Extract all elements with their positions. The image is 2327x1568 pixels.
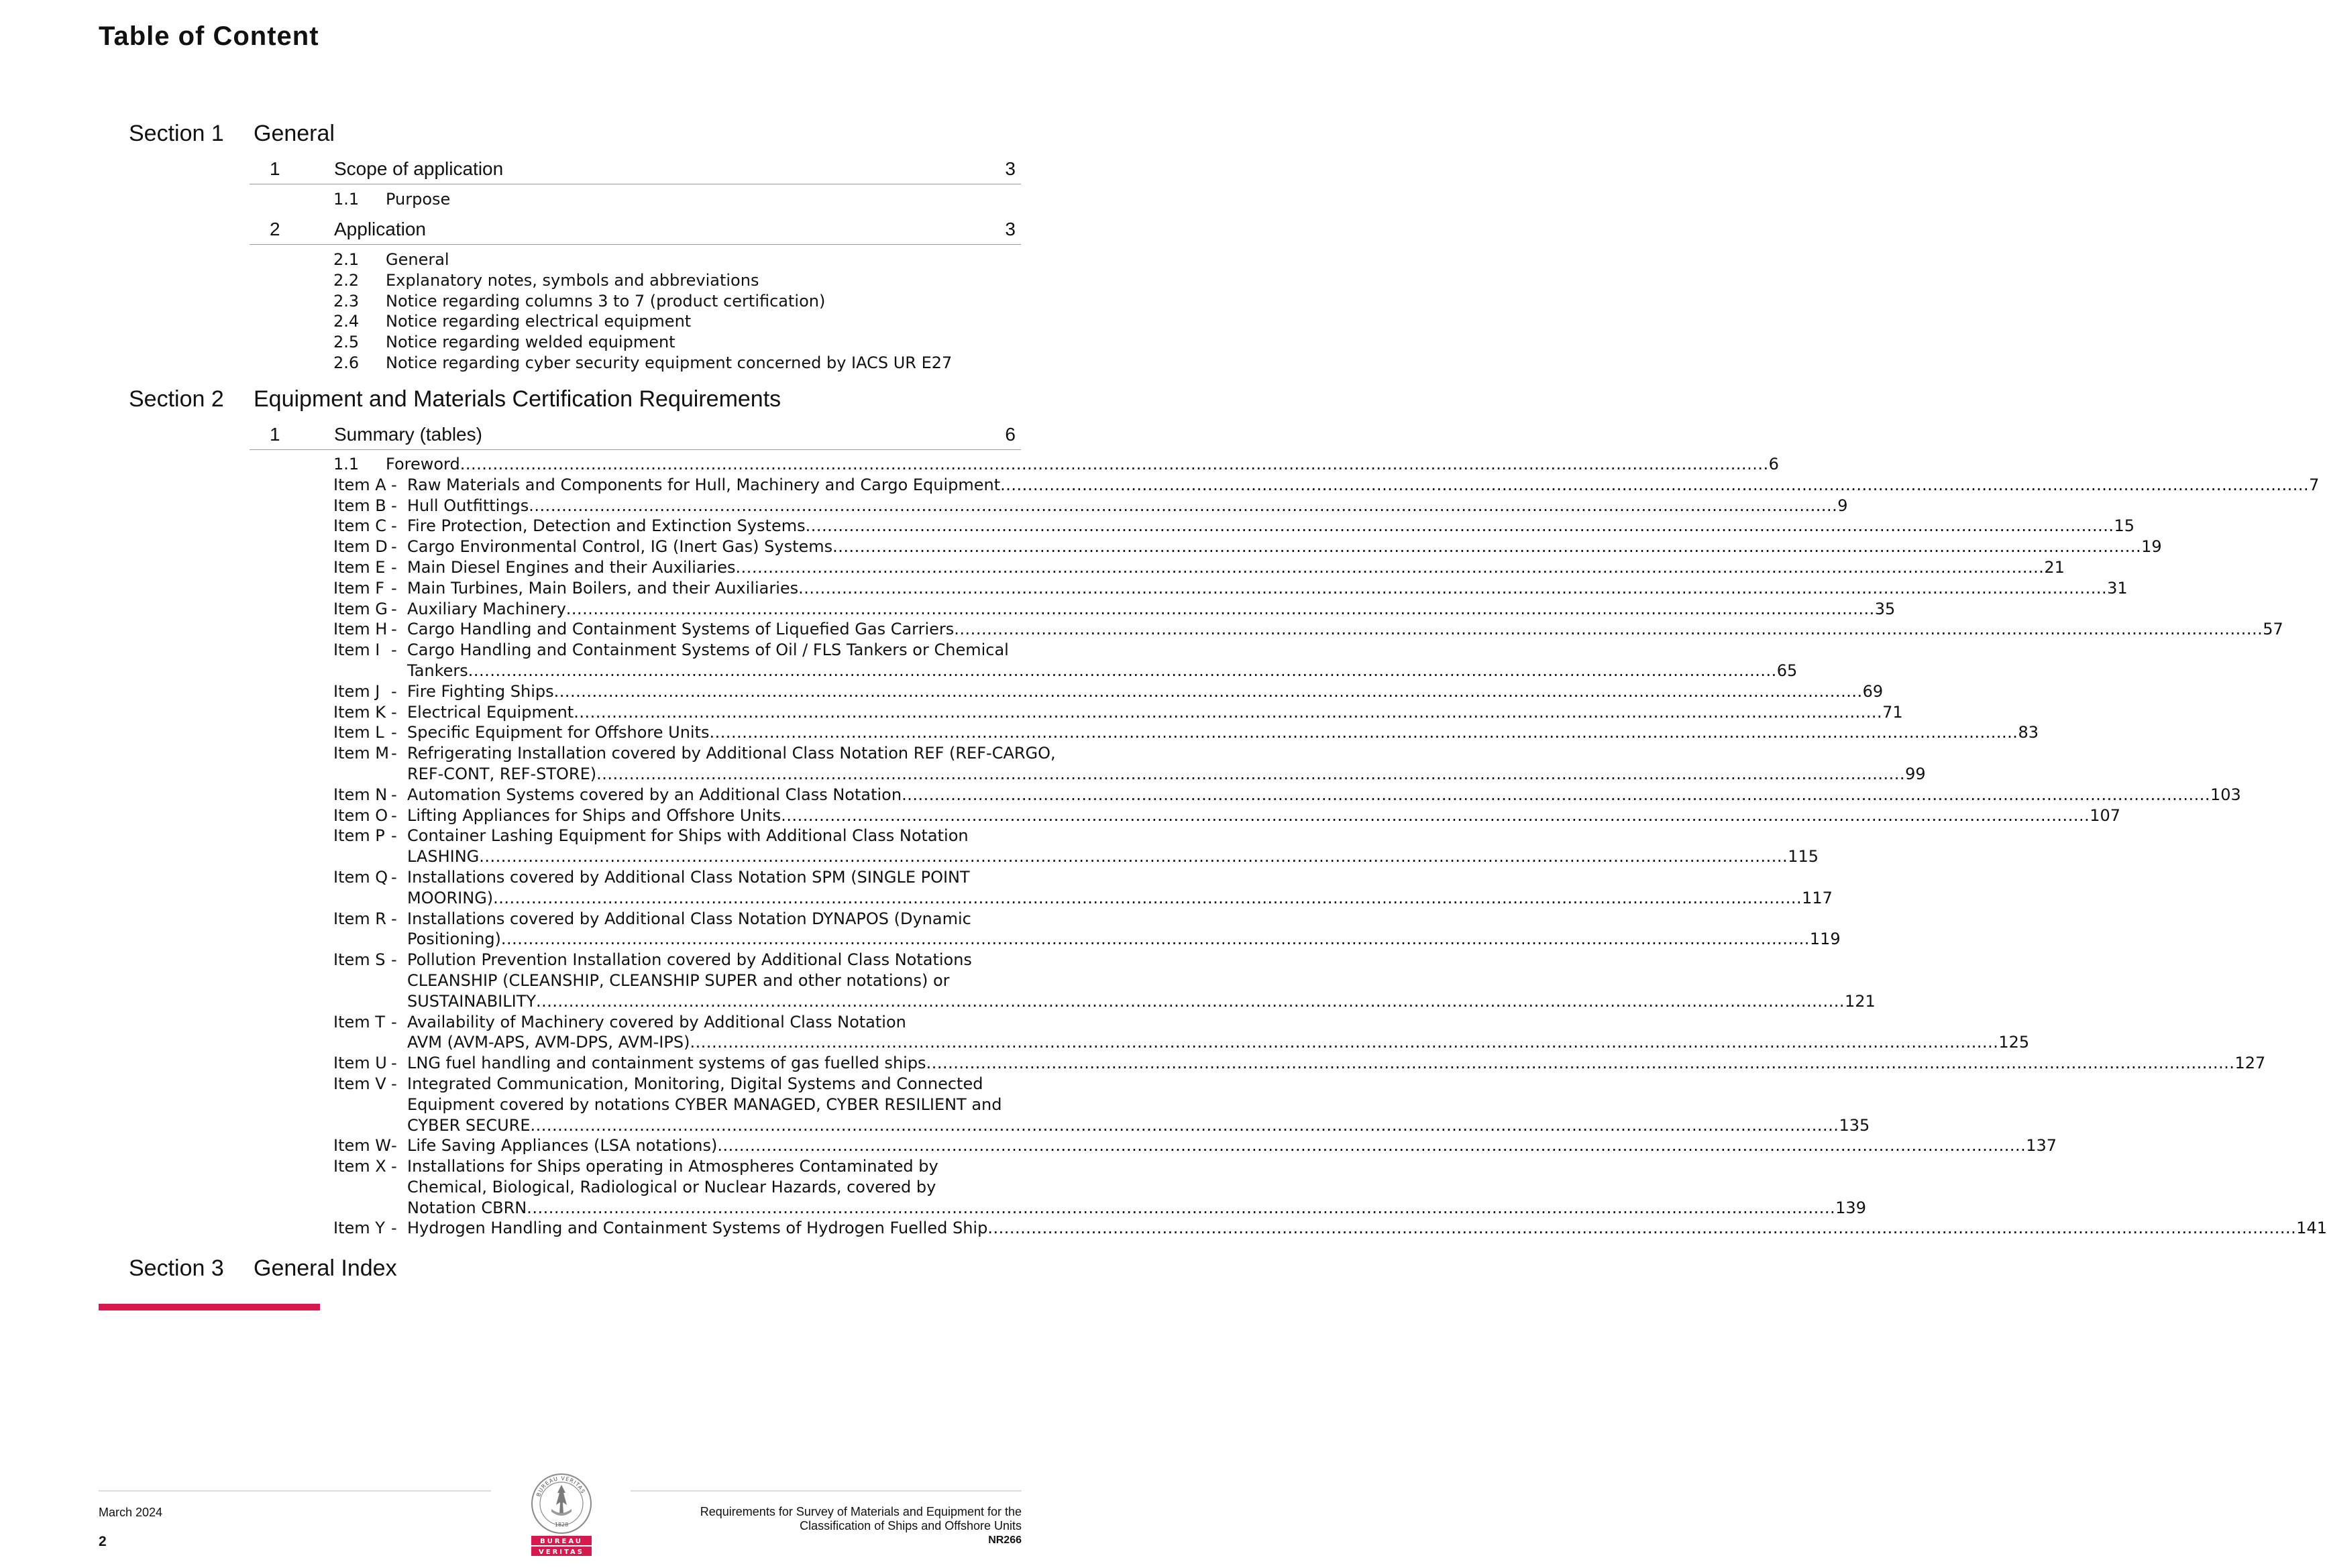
item-code: Item S (333, 950, 386, 970)
item-separator: - (391, 1219, 397, 1238)
item-label (333, 496, 407, 516)
toc-entry-foreword[interactable] (333, 454, 1779, 475)
toc-item-entry[interactable] (333, 805, 2121, 826)
entry-number: 2.1 (333, 250, 360, 269)
item-page: 119 (1809, 930, 1841, 949)
entry-title: Explanatory notes, symbols and abbreviations (386, 270, 759, 290)
item-label (333, 1218, 407, 1239)
item-label (333, 599, 407, 620)
page-title: Table of Content (99, 21, 319, 51)
item-label (333, 826, 407, 846)
item-label (333, 557, 407, 578)
toc-item-entry[interactable] (333, 909, 1841, 950)
dot-leader (987, 1218, 2296, 1239)
dot-leader (531, 1115, 1839, 1136)
dot-leader (735, 557, 2044, 578)
dot-leader (554, 681, 1863, 702)
item-code: Item C (333, 516, 387, 536)
item-label (333, 1012, 407, 1033)
item-page: 71 (1882, 702, 1903, 722)
toc-item-entry[interactable] (333, 619, 2283, 640)
item-separator: - (391, 496, 397, 515)
toc-item-entry[interactable] (333, 599, 1896, 620)
item-title-line: Cargo Environmental Control, IG (Inert Gas) Systems (407, 537, 833, 557)
dot-leader (468, 661, 1777, 681)
item-title-line: CYBER SECURE (407, 1115, 531, 1135)
item-page: 21 (2044, 557, 2065, 577)
subsection-summary-tables[interactable] (250, 421, 1021, 450)
item-title-line: Automation Systems covered by an Additional Class Notation (407, 785, 902, 804)
dot-leader (566, 599, 1875, 620)
bureau-veritas-logo (525, 1470, 598, 1557)
toc-item-entry[interactable] (333, 1218, 2327, 1239)
toc-item-entry[interactable] (333, 1074, 1870, 1135)
item-code: Item I (333, 640, 380, 660)
accent-rule (99, 1304, 320, 1310)
entry-number: 2.4 (333, 312, 360, 331)
item-title-line: Main Turbines, Main Boilers, and their Auxiliaries (407, 578, 799, 598)
item-title-line: AVM (AVM-APS, AVM-DPS, AVM-IPS) (407, 1033, 690, 1052)
item-page: 127 (2234, 1054, 2266, 1073)
entry-number: 2.2 (333, 270, 360, 290)
footer-date: March 2024 (99, 1506, 163, 1519)
entry-number: 2.3 (333, 291, 360, 311)
item-page: 9 (1837, 496, 1848, 515)
entry-title: Purpose (386, 190, 451, 209)
item-label (333, 805, 407, 826)
dot-leader (527, 1198, 1835, 1219)
toc-entry[interactable] (333, 332, 1021, 353)
item-label (333, 722, 407, 743)
item-separator: - (391, 785, 397, 804)
dot-leader (781, 805, 2090, 826)
footer-page-number: 2 (99, 1534, 107, 1549)
subsection-page: 3 (1005, 219, 1016, 239)
footer-doc-code: NR266 (988, 1534, 1022, 1546)
entry-title: General (386, 250, 449, 269)
item-page: 137 (2026, 1136, 2057, 1156)
toc-item-entry[interactable] (333, 867, 1833, 909)
toc-entry[interactable] (333, 249, 1021, 270)
item-title-line: Hydrogen Handling and Containment Systems of Hydrogen Fuelled Ship (407, 1219, 988, 1238)
item-label (333, 867, 407, 888)
item-code: Item F (333, 578, 385, 598)
item-page: 65 (1776, 661, 1798, 680)
dot-leader (574, 702, 1882, 723)
subsection-number: 2 (270, 219, 280, 239)
item-page: 35 (1874, 599, 1896, 618)
item-label (333, 702, 407, 723)
item-code: Item E (333, 557, 386, 577)
logo-year: 1828 (554, 1522, 569, 1528)
item-separator: - (391, 702, 397, 722)
item-page: 19 (2141, 537, 2162, 557)
item-separator: - (391, 516, 397, 536)
toc-entry[interactable] (333, 189, 1021, 210)
item-separator: - (391, 723, 397, 742)
item-label (333, 743, 407, 764)
item-title-line: Pollution Prevention Installation covered by Additional Class Notations (407, 950, 972, 970)
item-separator: - (391, 744, 397, 763)
item-title-line: Refrigerating Installation covered by Additional Class Notation REF (REF-CARGO, (407, 744, 1056, 763)
dot-leader (596, 764, 1905, 785)
item-page: 141 (2296, 1219, 2327, 1238)
item-separator: - (391, 909, 397, 928)
subsection-application[interactable] (250, 216, 1021, 245)
entry-title: Notice regarding columns 3 to 7 (product certification) (386, 291, 826, 311)
item-title-line: Installations covered by Additional Class Notation DYNAPOS (Dynamic (407, 909, 971, 928)
entry-number: 1.1 (333, 455, 360, 473)
toc-item-entry[interactable] (333, 557, 2065, 578)
item-separator: - (391, 599, 397, 618)
toc-item-entry[interactable] (333, 475, 2320, 496)
item-code: Item W (333, 1136, 391, 1156)
dot-leader (806, 516, 2114, 537)
toc-entry[interactable] (333, 353, 1021, 374)
item-title-line: Raw Materials and Components for Hull, Machinery and Cargo Equipment (407, 475, 1001, 494)
dot-leader (479, 846, 1788, 867)
toc-item-entry[interactable] (333, 785, 2241, 805)
item-title-line: Life Saving Appliances (LSA notations) (407, 1136, 718, 1156)
item-code: Item G (333, 599, 388, 618)
dot-leader (717, 1135, 2026, 1156)
footer-title-line-1: Requirements for Survey of Materials and Equipment for the (700, 1505, 1022, 1518)
item-separator: - (391, 557, 397, 577)
section-3-heading[interactable] (129, 1255, 1021, 1286)
item-title-line: LASHING (407, 847, 480, 866)
item-separator: - (391, 640, 397, 660)
item-page: 31 (2107, 578, 2128, 598)
entry-number: 2.5 (333, 333, 360, 352)
item-separator: - (391, 867, 397, 887)
item-title-line: Cargo Handling and Containment Systems of Liquefied Gas Carriers (407, 620, 955, 639)
item-title-line: Specific Equipment for Offshore Units (407, 723, 710, 742)
subsection-title: Scope of application (334, 158, 504, 179)
section-title: General Index (254, 1255, 397, 1281)
item-code: Item K (333, 702, 386, 722)
item-label (333, 1053, 407, 1074)
toc-item-entry[interactable] (333, 640, 1798, 681)
dot-leader (493, 888, 1802, 909)
entry-number: 1.1 (333, 190, 360, 209)
item-code: Item J (333, 681, 380, 701)
item-page: 15 (2114, 516, 2135, 536)
item-separator: - (391, 1157, 397, 1176)
item-label (333, 475, 407, 496)
item-title-line: REF-CONT, REF-STORE) (407, 764, 597, 783)
item-label (333, 950, 407, 970)
item-page: 57 (2263, 620, 2283, 639)
item-code: Item B (333, 496, 386, 515)
entry-title: Foreword (386, 455, 460, 473)
item-label (333, 516, 407, 537)
item-page: 103 (2210, 785, 2241, 804)
item-code: Item X (333, 1157, 386, 1176)
item-title-line: Hull Outfittings (407, 496, 529, 515)
item-separator: - (391, 578, 397, 598)
item-title-line: Main Diesel Engines and their Auxiliaries (407, 557, 736, 577)
toc-item-entry[interactable] (333, 826, 1819, 867)
toc-item-entry[interactable] (333, 722, 2039, 743)
logo-ring-text: BUREAU VERITAS (535, 1475, 587, 1498)
dot-leader (832, 537, 2141, 557)
item-title-line: CLEANSHIP (CLEANSHIP, CLEANSHIP SUPER and other notations) or (407, 970, 950, 990)
item-code: Item N (333, 785, 388, 804)
toc-item-entry[interactable] (333, 681, 1884, 702)
subsection-scope-of-application[interactable] (250, 156, 1021, 184)
entry-title: Notice regarding welded equipment (386, 333, 675, 352)
item-title-line: Positioning) (407, 930, 501, 949)
entry-title: Notice regarding cyber security equipment concerned by IACS UR E27 (386, 353, 953, 372)
dot-leader (710, 722, 2018, 743)
dot-leader (926, 1053, 2235, 1074)
item-title-line: Chemical, Biological, Radiological or Nuclear Hazards, covered by (407, 1177, 936, 1196)
item-code: Item T (333, 1012, 385, 1031)
item-code: Item M (333, 744, 389, 763)
item-code: Item O (333, 805, 388, 825)
toc-item-entry[interactable] (333, 578, 2128, 599)
toc-item-entry[interactable] (333, 1012, 2030, 1054)
toc-item-entry[interactable] (333, 516, 2135, 537)
item-code: Item V (333, 1074, 386, 1093)
toc-item-entry[interactable] (333, 1053, 2266, 1074)
item-code: Item P (333, 826, 385, 846)
section-label: Section 2 (129, 386, 224, 412)
subsection-page: 3 (1005, 158, 1016, 179)
entry-number: 2.6 (333, 353, 360, 372)
item-title-line: SUSTAINABILITY (407, 991, 537, 1011)
item-code: Item L (333, 723, 384, 742)
entry-page: 6 (1768, 455, 1779, 473)
item-label (333, 785, 407, 805)
item-separator: - (391, 681, 397, 701)
item-title-line: Integrated Communication, Monitoring, Digital Systems and Connected (407, 1074, 983, 1093)
entry-title: Notice regarding electrical equipment (386, 312, 692, 331)
item-page: 139 (1835, 1198, 1866, 1217)
toc-item-entry[interactable] (333, 743, 1926, 785)
item-separator: - (391, 1012, 397, 1031)
section-label: Section 1 (129, 121, 224, 146)
item-code: Item Y (333, 1219, 385, 1238)
item-page: 125 (1998, 1033, 2030, 1052)
item-list (333, 454, 2327, 1239)
item-title-line: LNG fuel handling and containment systems of gas fuelled ships (407, 1054, 926, 1073)
dot-leader (1000, 475, 2309, 496)
item-label (333, 537, 407, 557)
item-separator: - (391, 950, 397, 970)
item-separator: - (391, 805, 397, 825)
item-label (333, 1135, 407, 1156)
item-title-line: Fire Protection, Detection and Extinction Systems (407, 516, 806, 536)
footer-title-line-2: Classification of Ships and Offshore Units (800, 1519, 1022, 1532)
subsection-page: 6 (1005, 424, 1016, 445)
item-title-line: MOORING) (407, 888, 494, 907)
item-title-line: Installations covered by Additional Class Notation SPM (SINGLE POINT (407, 867, 970, 887)
item-title-line: Installations for Ships operating in Atmospheres Contaminated by (407, 1157, 938, 1176)
item-title-line: Availability of Machinery covered by Additional Class Notation (407, 1012, 906, 1031)
section-label: Section 3 (129, 1255, 224, 1281)
subsection-number: 1 (270, 158, 280, 179)
toc-item-entry[interactable] (333, 1135, 2057, 1156)
item-page: 135 (1839, 1115, 1870, 1135)
item-code: Item D (333, 537, 388, 557)
item-page: 83 (2018, 723, 2039, 742)
item-code: Item Q (333, 867, 388, 887)
toc-item-entry[interactable] (333, 537, 2162, 557)
section-title: Equipment and Materials Certification Requirements (254, 386, 781, 412)
item-title-line: Auxiliary Machinery (407, 599, 566, 618)
section-1-heading[interactable] (129, 121, 1021, 152)
dot-leader (954, 619, 2263, 640)
item-separator: - (391, 537, 397, 557)
item-code: Item R (333, 909, 386, 928)
item-page: 69 (1862, 681, 1884, 701)
item-title-line: Lifting Appliances for Ships and Offshore Units (407, 805, 781, 825)
item-title-line: Tankers (407, 661, 468, 680)
subsection-title: Application (334, 219, 426, 239)
toc-entry[interactable] (333, 311, 1021, 332)
item-page: 107 (2090, 805, 2121, 825)
item-page: 115 (1788, 847, 1819, 866)
item-label (333, 1074, 407, 1095)
dot-leader (529, 496, 1837, 516)
item-label (333, 909, 407, 930)
logo-bar-bottom: VERITAS (539, 1549, 584, 1556)
item-label (333, 681, 407, 702)
entry-list (333, 249, 1021, 374)
item-title-line: Fire Fighting Ships (407, 681, 554, 701)
item-label (333, 1156, 407, 1177)
item-label (333, 619, 407, 640)
item-page: 99 (1905, 764, 1926, 783)
footer-rule-right (631, 1490, 1022, 1492)
entry-list (333, 189, 1021, 210)
item-label (333, 578, 407, 599)
section-title: General (254, 121, 335, 146)
item-title-line: Equipment covered by notations CYBER MANAGED, CYBER RESILIENT and (407, 1095, 1002, 1114)
subsection-title: Summary (tables) (334, 424, 482, 445)
toc-item-entry[interactable] (333, 1156, 1866, 1218)
item-title-line: Container Lashing Equipment for Ships with Additional Class Notation (407, 826, 969, 846)
item-code: Item H (333, 620, 388, 639)
item-code: Item A (333, 475, 386, 494)
item-separator: - (391, 1074, 397, 1093)
dot-leader (690, 1032, 1998, 1053)
dot-leader (902, 785, 2210, 805)
dot-leader (798, 578, 2107, 599)
item-label (333, 640, 407, 661)
toc-item-entry[interactable] (333, 496, 1848, 516)
dot-leader (536, 991, 1845, 1012)
item-title-line: Notation CBRN (407, 1198, 527, 1217)
footer-document-title (700, 1505, 1022, 1547)
item-separator: - (391, 826, 397, 846)
item-page: 121 (1844, 991, 1876, 1011)
footer-rule-left (99, 1490, 491, 1492)
item-code: Item U (333, 1054, 387, 1073)
dot-leader (501, 929, 1810, 950)
toc-item-entry[interactable] (333, 950, 1876, 1011)
dot-leader (460, 454, 1769, 475)
item-page: 117 (1802, 888, 1833, 907)
subsection-number: 1 (270, 424, 280, 445)
toc-entry[interactable] (333, 291, 1021, 312)
item-page: 7 (2309, 475, 2320, 494)
toc-entry[interactable] (333, 270, 1021, 291)
item-separator: - (391, 1136, 397, 1156)
item-title-line: Cargo Handling and Containment Systems of Oil / FLS Tankers or Chemical (407, 640, 1009, 660)
logo-bar-top: BUREAU (540, 1538, 583, 1545)
item-title-line: Electrical Equipment (407, 702, 574, 722)
item-separator: - (391, 475, 397, 494)
item-separator: - (391, 620, 397, 639)
toc-item-entry[interactable] (333, 702, 1903, 723)
section-2-heading[interactable] (129, 386, 1021, 417)
item-separator: - (391, 1054, 397, 1073)
